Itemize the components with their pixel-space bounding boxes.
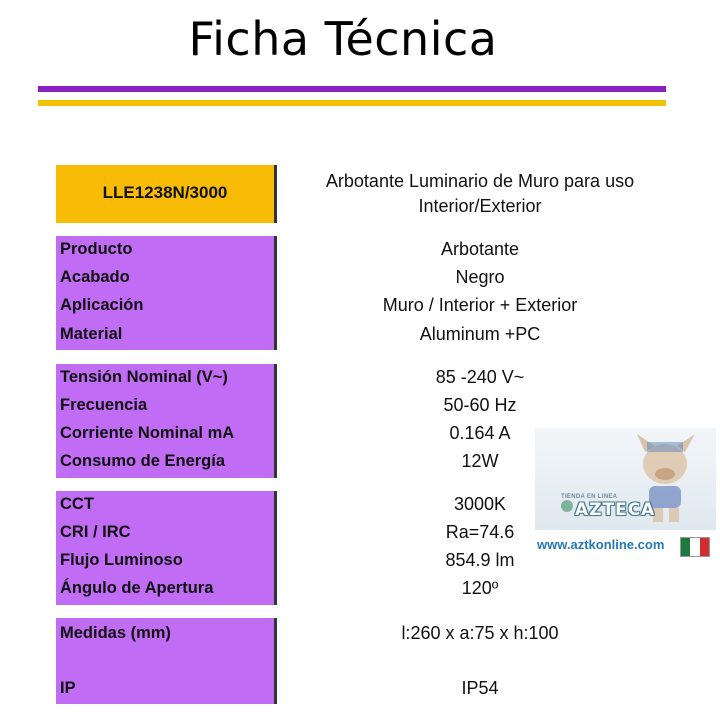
spec-row [56, 675, 716, 703]
spec-value: Negro [455, 267, 505, 287]
spec-label: Tensión Nominal (V~) [60, 368, 228, 386]
spec-row [56, 575, 716, 603]
spec-label: Material [60, 325, 123, 343]
spec-label: Consumo de Energía [60, 452, 226, 470]
spec-label: CCT [60, 495, 94, 513]
spec-label: Medidas (mm) [60, 624, 171, 642]
spec-value: l:260 x a:75 x h:100 [401, 623, 559, 643]
spec-row [56, 292, 716, 320]
model-description [290, 169, 670, 219]
spec-value: IP54 [461, 678, 499, 698]
spec-value: 85 -240 V~ [435, 367, 525, 387]
azteca-logo [535, 428, 716, 530]
mexico-flag-icon [680, 537, 710, 557]
spec-value: 12W [461, 451, 499, 471]
model-code: LLE1238N/3000 [102, 183, 228, 202]
model-description-line1: Arbotante Luminario de Muro para uso [325, 171, 635, 191]
spec-value: 120º [461, 578, 499, 598]
spec-row [56, 321, 716, 349]
yellow-divider [38, 100, 666, 106]
spec-value: Aluminum +PC [419, 324, 541, 344]
spec-label: Flujo Luminoso [60, 551, 183, 569]
spec-value: Muro / Interior + Exterior [382, 295, 578, 315]
spec-value: 3000K [453, 494, 507, 514]
logo-tagline: TIENDA EN LINEA [561, 494, 618, 500]
column-separator [274, 165, 277, 223]
spec-row [56, 264, 716, 292]
group-medidas [56, 618, 676, 704]
spec-row [56, 392, 716, 420]
spec-value: Ra=74.6 [445, 522, 515, 542]
page-title: Ficha Técnica [188, 12, 498, 66]
website-link[interactable]: www.aztkonline.com [537, 537, 665, 552]
logo-brand: AZTECA [575, 500, 656, 520]
spec-row [56, 236, 716, 264]
spec-row [56, 364, 716, 392]
spec-label: Frecuencia [60, 396, 148, 414]
azteca-badge-icon [561, 500, 573, 512]
spec-value: 50-60 Hz [443, 395, 517, 415]
spec-label: Ángulo de Apertura [60, 579, 214, 597]
spec-label: Producto [60, 240, 133, 258]
spec-label: IP [60, 679, 76, 697]
spec-value: 854.9 lm [445, 550, 515, 570]
spec-row [56, 620, 716, 648]
spec-label: Acabado [60, 268, 130, 286]
model-block [56, 165, 676, 223]
group-producto [56, 236, 676, 350]
spec-value: Arbotante [440, 239, 520, 259]
spec-value: 0.164 A [449, 423, 511, 443]
model-description-line2: Interior/Exterior [418, 196, 542, 216]
spec-label: Corriente Nominal mA [60, 424, 235, 442]
purple-divider [38, 86, 666, 92]
spec-label: CRI / IRC [60, 523, 131, 541]
spec-label: Aplicación [60, 296, 144, 314]
